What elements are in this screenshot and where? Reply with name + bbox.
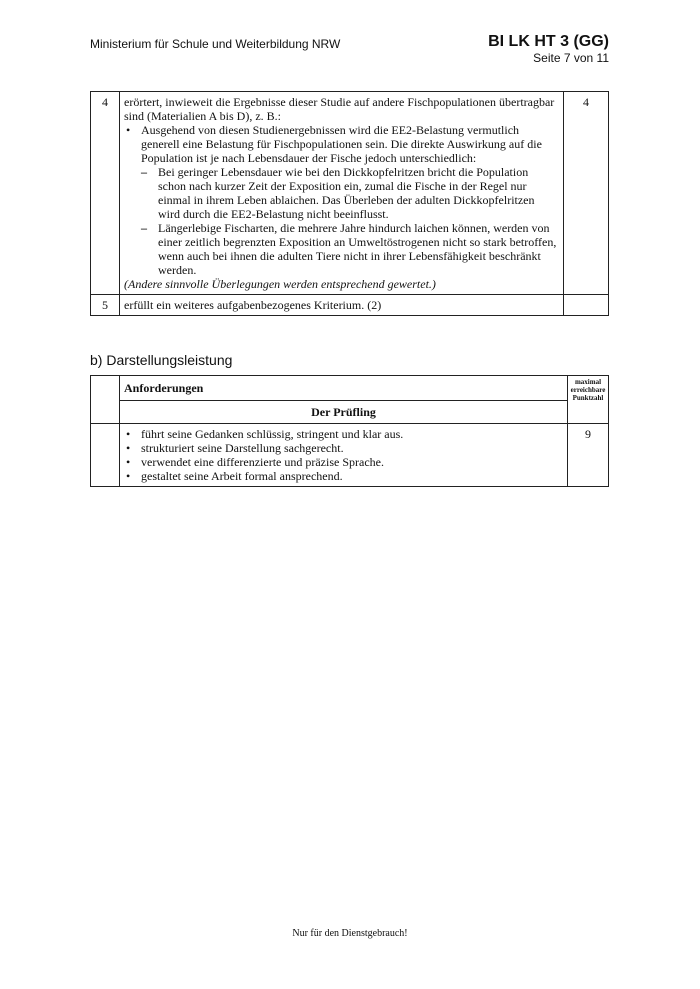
darstellung-table: [90, 375, 609, 487]
table-row: [91, 92, 609, 295]
criterion-intro: erörtert, inwieweit die Ergebnisse dieser Studie auf andere Fischpopulationen übertragbar sind (Materialien A bis D), z. B.:: [124, 95, 555, 123]
header-right: [488, 33, 609, 65]
list-item: [124, 123, 559, 277]
requirement-items: [120, 424, 568, 487]
bullet-list: [124, 123, 559, 277]
section-title: b) Darstellungsleistung: [90, 352, 233, 368]
table-row: [91, 424, 609, 487]
darstellung-points: 9: [568, 424, 609, 487]
criterion-points: [564, 295, 609, 316]
criterion-note: (Andere sinnvolle Überlegungen werden entsprechend gewertet.): [124, 277, 436, 291]
candidate-header: Der Prüfling: [120, 401, 568, 424]
exam-code: BI LK HT 3 (GG): [488, 33, 609, 50]
criterion-number: 5: [91, 295, 120, 316]
criterion-text: [120, 92, 564, 295]
table-row: [91, 295, 609, 316]
list-item: – Längerlebige Fischarten, die mehrere Jahre hindurch laichen können, werden von einer zeitlich begrenzten Exposition an Umweltöstrogenen nicht so stark betroffen, wenn auch bei ihnen die adulten Tiere nicht in ihrer Lebensfähigkeit beschränkt werden.: [141, 221, 559, 277]
ministry-name: Ministerium für Schule und Weiterbildung NRW: [90, 37, 341, 51]
bullet-list: [124, 427, 563, 483]
list-item: • verwendet eine differenzierte und präzise Sprache.: [124, 455, 563, 469]
blank-cell: [91, 424, 120, 487]
list-item: • führt seine Gedanken schlüssig, stringent und klar aus.: [124, 427, 563, 441]
list-item: • gestaltet seine Arbeit formal ansprechend.: [124, 469, 563, 483]
list-item: • strukturiert seine Darstellung sachgerecht.: [124, 441, 563, 455]
table-row: [91, 376, 609, 401]
max-points-header: maximal erreichbare Punktzahl: [568, 376, 609, 424]
criterion-text: erfüllt ein weiteres aufgabenbezogenes Kriterium. (2): [120, 295, 564, 316]
criterion-points: 4: [564, 92, 609, 295]
criterion-number: 4: [91, 92, 120, 295]
table-row: [91, 401, 609, 424]
bullet-text: Ausgehend von diesen Studienergebnissen wird die EE2-Belastung vermutlich generell eine Belastung für Fischpopulationen sein. Die direkte Auswirkung auf die Population ist je nach Lebensdauer der Fische jedoch unterschiedlich:: [141, 123, 542, 165]
page-number: Seite 7 von 11: [533, 51, 609, 65]
blank-cell: [91, 376, 120, 424]
footer-note: Nur für den Dienstgebrauch!: [292, 928, 408, 939]
list-item: – Bei geringer Lebensdauer wie bei den Dickkopfelritzen bricht die Population schon nach kurzer Zeit der Exposition ein, zumal die Fische in der Regel nur einmal in ihrem Leben ablaichen. Das Überleben der adulten Dickkopfelritzen wird durch die EE2-Belastung nicht beeinflusst.: [141, 165, 559, 221]
requirements-header: Anforderungen: [120, 376, 568, 401]
criteria-table: [90, 91, 609, 316]
dash-list: [141, 165, 559, 277]
